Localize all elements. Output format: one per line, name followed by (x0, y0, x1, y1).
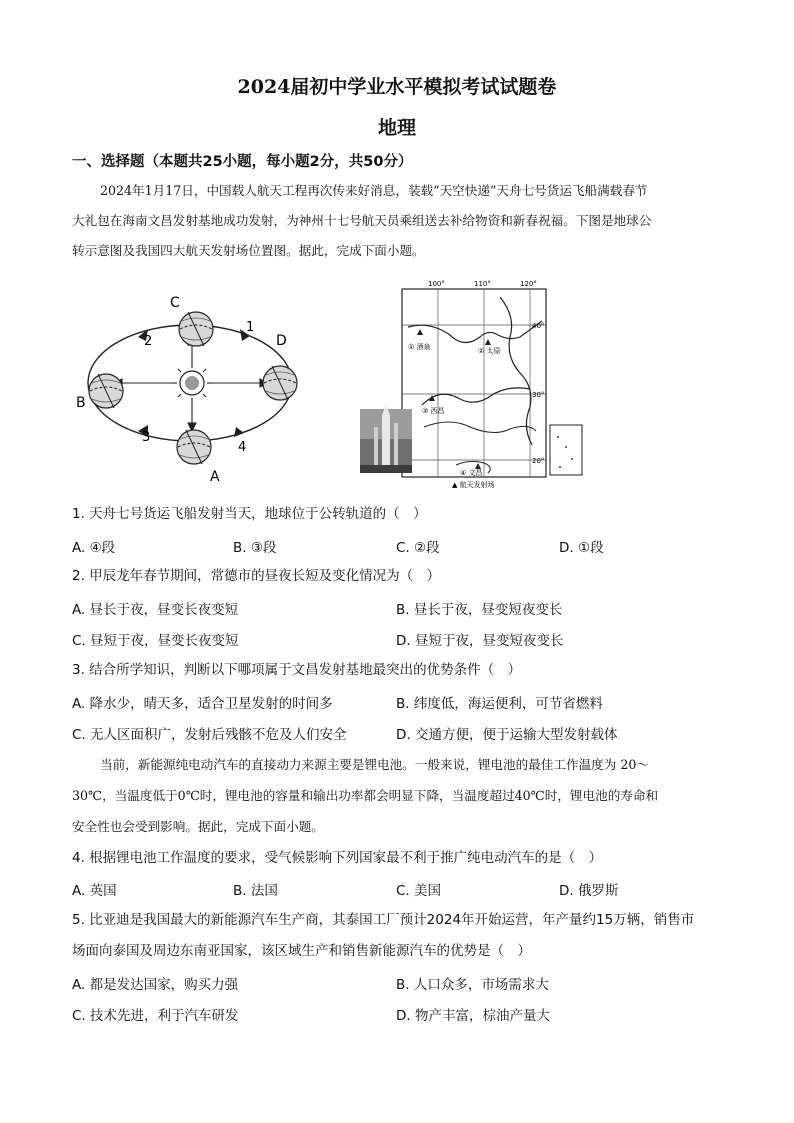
site-label: ③ 西昌 (422, 407, 445, 415)
site-label: ② 太原 (478, 347, 501, 355)
earth-orbit-diagram (70, 285, 310, 490)
option-a[interactable]: A. 降水少，晴天多，适合卫星发射的时间多 (72, 696, 333, 712)
passage1-line: 2024年1月17日，中国载人航天工程再次传来好消息，装载“天空快递”天舟七号货运飞船满载春节 (100, 183, 648, 198)
passage1-line: 大礼包在海南文昌发射基地成功发射，为神州十七号航天员乘组送去补给物资和新春祝福。下图是地球公 (72, 213, 652, 228)
option-b[interactable]: B. 法国 (233, 883, 278, 899)
position-label: C (170, 295, 180, 311)
question-stem: 1. 天舟七号货运飞船发射当天，地球位于公转轨道的（ ） (72, 506, 427, 522)
option-d[interactable]: D. 物产丰富，棕油产量大 (396, 1008, 550, 1024)
longitude-label: 100° (428, 280, 445, 288)
position-label: A (210, 469, 220, 485)
earth-b (89, 374, 123, 408)
option-c[interactable]: C. 技术先进，利于汽车研发 (72, 1008, 239, 1024)
option-b[interactable]: B. ③段 (233, 540, 277, 556)
option-d[interactable]: D. 交通方便，便于运输大型发射载体 (396, 727, 618, 743)
option-a[interactable]: A. ④段 (72, 540, 116, 556)
subject-title: 地理 (377, 117, 416, 139)
option-d[interactable]: D. 俄罗斯 (559, 883, 619, 899)
site-label: ④ 文昌 (460, 469, 483, 477)
site-label: ① 酒泉 (408, 343, 431, 351)
question-stem: 5. 比亚迪是我国最大的新能源汽车生产商，其泰国工厂预计2024年开始运营，年产量约15万辆，销售市 (72, 912, 695, 928)
question-stem: 3. 结合所学知识，判断以下哪项属于文昌发射基地最突出的优势条件（ ） (72, 662, 522, 678)
question-stem: 场面向泰国及周边东南亚国家，该区域生产和销售新能源汽车的优势是（ ） (72, 943, 531, 959)
section-heading: 一、选择题（本题共25小题，每小题2分，共50分） (72, 154, 413, 170)
map-legend: ▲ 航天发射场 (452, 481, 495, 489)
earth-d (263, 366, 297, 400)
sun-icon (172, 363, 212, 403)
segment-label: 3 (142, 430, 151, 445)
passage1-line: 转示意图及我国四大航天发射场位置图。据此，完成下面小题。 (72, 243, 425, 258)
option-c[interactable]: C. 无人区面积广，发射后残骸不危及人们安全 (72, 727, 347, 743)
latitude-label: 30° (532, 391, 545, 399)
option-a[interactable]: A. 英国 (72, 883, 117, 899)
option-b[interactable]: B. 纬度低，海运便利，可节省燃料 (396, 696, 603, 712)
option-a[interactable]: A. 都是发达国家，购买力强 (72, 977, 239, 993)
passage2-line: 当前，新能源纯电动汽车的直接动力来源主要是锂电池。一般来说，锂电池的最佳工作温度为 20～ (100, 757, 649, 772)
longitude-label: 120° (520, 280, 537, 288)
passage2-line: 30℃，当温度低于0℃时，锂电池的容量和输出功率都会明显下降，当温度超过40℃时，锂电池的寿命和 (72, 788, 659, 803)
segment-label: 4 (238, 440, 247, 455)
option-c[interactable]: C. 美国 (396, 883, 442, 899)
earth-a (177, 430, 211, 464)
option-d[interactable]: D. ①段 (559, 540, 604, 556)
option-a[interactable]: A. 昼长于夜，昼变长夜变短 (72, 602, 239, 618)
question-stem: 2. 甲辰龙年春节期间，常德市的昼夜长短及变化情况为（ ） (72, 568, 441, 584)
earth-c (179, 312, 213, 346)
rocket-launch-photo (360, 405, 412, 473)
option-c[interactable]: C. ②段 (396, 540, 440, 556)
segment-label: 1 (246, 320, 255, 335)
option-c[interactable]: C. 昼短于夜，昼变长夜变短 (72, 633, 239, 649)
exam-title: 2024届初中学业水平模拟考试试题卷 (237, 76, 557, 98)
option-d[interactable]: D. 昼短于夜，昼变短夜变长 (396, 633, 564, 649)
longitude-label: 110° (474, 280, 491, 288)
position-label: B (76, 395, 86, 411)
latitude-label: 40° (532, 322, 545, 330)
option-b[interactable]: B. 昼长于夜，昼变短夜变长 (396, 602, 563, 618)
option-b[interactable]: B. 人口众多，市场需求大 (396, 977, 549, 993)
segment-label: 2 (144, 334, 153, 349)
latitude-label: 20° (532, 457, 545, 465)
launch-sites-map (360, 277, 590, 492)
passage2-line: 安全性也会受到影响。据此，完成下面小题。 (72, 819, 324, 834)
position-label: D (276, 333, 287, 349)
question-stem: 4. 根据锂电池工作温度的要求，受气候影响下列国家最不利于推广纯电动汽车的是（ ） (72, 850, 603, 866)
